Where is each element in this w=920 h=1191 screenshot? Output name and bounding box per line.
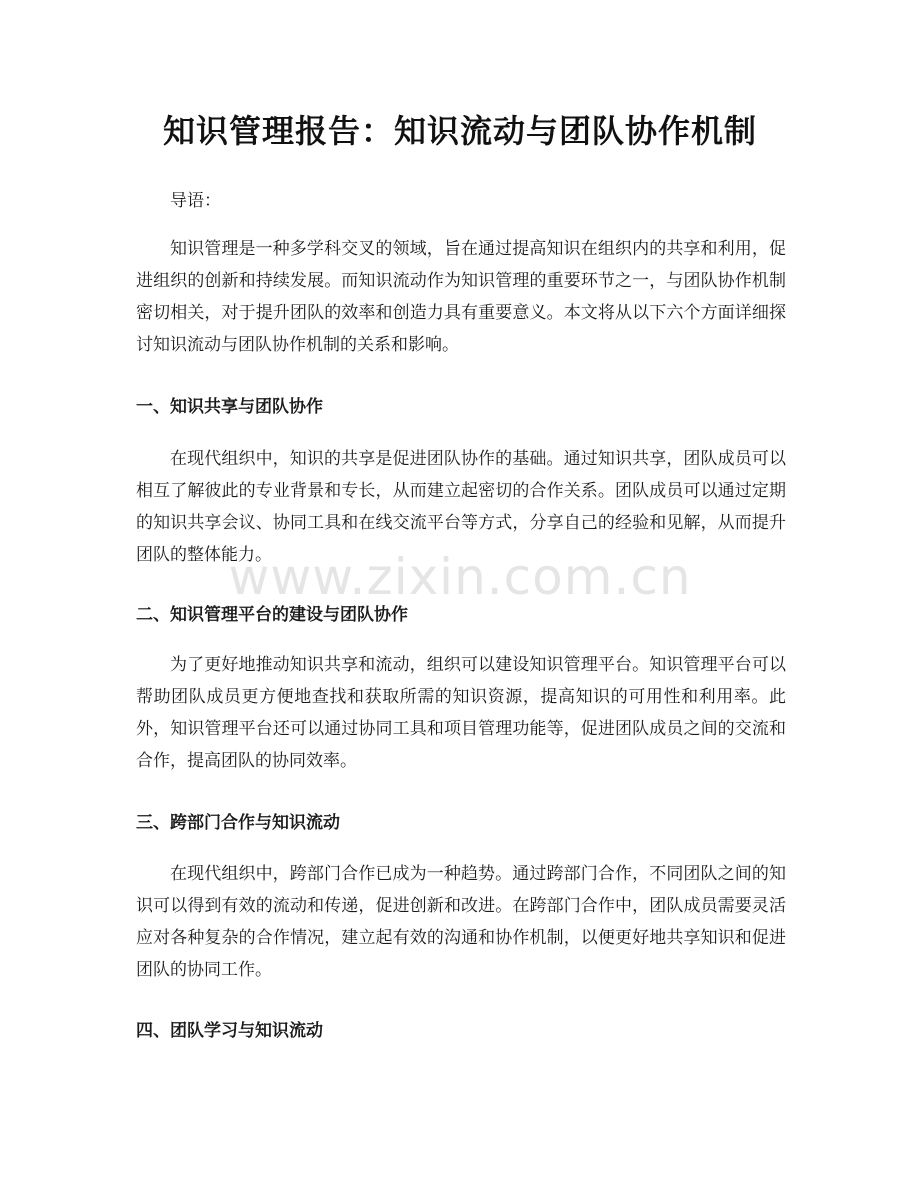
section-heading-4: 四、团队学习与知识流动 xyxy=(136,1021,323,1041)
section-heading-3: 三、跨部门合作与知识流动 xyxy=(136,813,340,833)
section-body-1: 在现代组织中，知识的共享是促进团队协作的基础。通过知识共享，团队成员可以相互了解彼此的专业背景和专长，从而建立起密切的合作关系。团队成员可以通过定期的知识共享会议、协同工具和在线交流平台等方式，分享自己的经验和见解，从而提升团队的整体能力。 xyxy=(136,449,786,565)
intro-paragraph: 知识管理是一种多学科交叉的领域，旨在通过提高知识在组织内的共享和利用，促进组织的创新和持续发展。而知识流动作为知识管理的重要环节之一，与团队协作机制密切相关，对于提升团队的效率和创造力具有重要意义。本文将从以下六个方面详细探讨知识流动与团队协作机制的关系和影响。 xyxy=(136,239,786,355)
section-body-2: 为了更好地推动知识共享和流动，组织可以建设知识管理平台。知识管理平台可以帮助团队成员更方便地查找和获取所需的知识资源，提高知识的可用性和利用率。此外，知识管理平台还可以通过协同工具和项目管理功能等，促进团队成员之间的交流和合作，提高团队的协同效率。 xyxy=(136,655,786,771)
section-heading-2: 二、知识管理平台的建设与团队协作 xyxy=(136,605,408,625)
section-body-3: 在现代组织中，跨部门合作已成为一种趋势。通过跨部门合作，不同团队之间的知识可以得到有效的流动和传递，促进创新和改进。在跨部门合作中，团队成员需要灵活应对各种复杂的合作情况，建立起有效的沟通和协作机制，以便更好地共享知识和促进团队的协同工作。 xyxy=(136,864,786,980)
section-heading-1: 一、知识共享与团队协作 xyxy=(136,397,323,417)
lead-label: 导语： xyxy=(170,191,221,211)
page-title: 知识管理报告：知识流动与团队协作机制 xyxy=(162,112,757,150)
watermark-text: www.zixin.com.cn xyxy=(228,548,692,606)
